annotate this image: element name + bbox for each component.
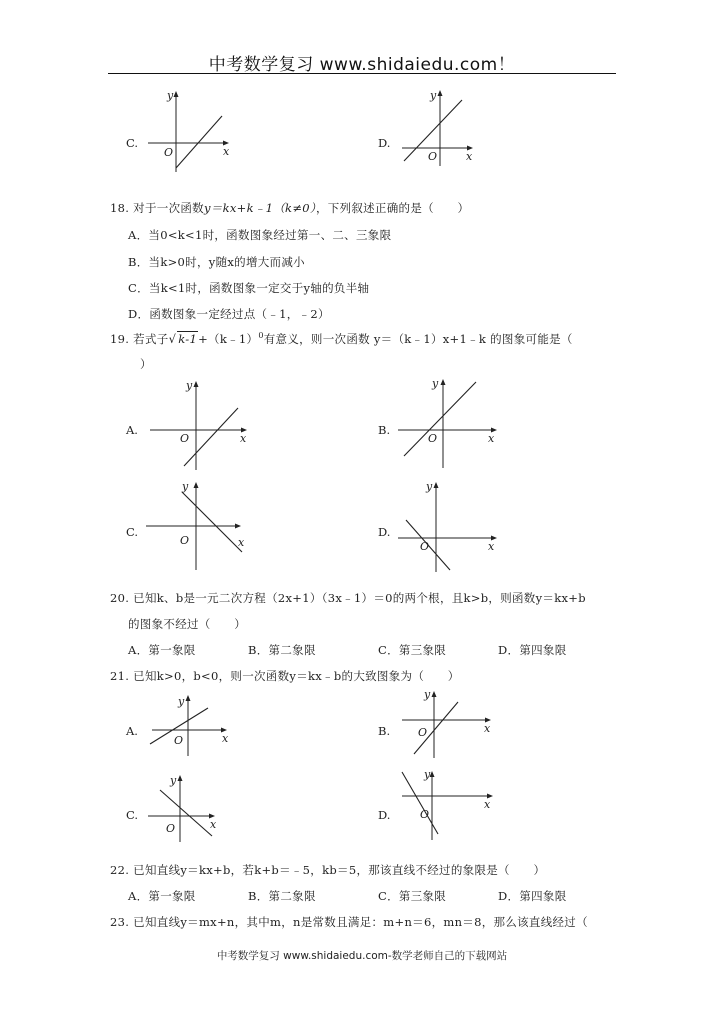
q19-graph-b[interactable] xyxy=(398,376,502,468)
q21d-line xyxy=(402,772,438,834)
axis-y-label: y xyxy=(182,480,189,493)
q19-option-a-label[interactable]: A. xyxy=(126,423,138,437)
q21-option-a-label[interactable]: A. xyxy=(126,724,138,738)
q21-text: 已知k>0，b<0，则一次函数y＝kx﹣b的大致图象为（ ） xyxy=(133,669,460,683)
q19-number: 19. xyxy=(110,332,130,346)
axis-y-label: y xyxy=(426,480,433,493)
q21-option-c-label[interactable]: C. xyxy=(126,808,139,822)
q18-number: 18. xyxy=(110,201,130,215)
question-19 xyxy=(110,331,573,347)
axis-x-label: x xyxy=(488,432,495,445)
axis-x-label: x xyxy=(240,432,247,445)
q19-text-c: 有意义，则一次函数 y＝（k﹣1）x+1﹣k 的图象可能是（ xyxy=(263,332,573,346)
q20-line1: 已知k、b是一元二次方程（2x+1）（3x﹣1）＝0的两个根，且k>b，则函数y＝kx+b xyxy=(133,591,586,605)
q22-option-d[interactable]: D．第四象限 xyxy=(498,889,567,903)
q18-text-a: 对于一次函数 xyxy=(133,201,204,215)
q19-option-c-label[interactable]: C. xyxy=(126,525,139,539)
question-18 xyxy=(110,200,469,216)
q18-text-b: ，下列叙述正确的是（ ） xyxy=(315,201,470,215)
q23-text: 已知直线y＝mx+n，其中m，n是常数且满足：m+n＝6，mn＝8，那么该直线经过（ xyxy=(133,915,588,929)
q18-option-b[interactable]: B．当k>0时，y随x的增大而减小 xyxy=(128,255,305,269)
q19-text-d: ） xyxy=(140,357,152,371)
question-22 xyxy=(110,862,545,878)
header-divider xyxy=(108,73,616,74)
q22-text: 已知直线y＝kx+b，若k+b＝﹣5，kb＝5，那该直线不经过的象限是（ ） xyxy=(133,863,546,877)
axis-y-label: y xyxy=(424,688,431,701)
origin-label: O xyxy=(164,146,174,159)
q19-text-a: 若式子 xyxy=(133,332,169,346)
q23-number: 23. xyxy=(110,915,130,929)
axis-x-label: x xyxy=(210,818,217,831)
axis-x-label: x xyxy=(466,150,473,163)
q21-graph-d[interactable] xyxy=(398,766,498,840)
q20-number: 20. xyxy=(110,591,130,605)
q19-option-d-label[interactable]: D. xyxy=(378,525,391,539)
axis-x-label: x xyxy=(484,722,491,735)
origin-label: O xyxy=(420,808,430,821)
q17-option-c-label[interactable]: C. xyxy=(126,136,139,150)
axis-x-label: x xyxy=(488,540,495,553)
question-21 xyxy=(110,668,460,684)
sqrt-icon: √ xyxy=(168,332,177,346)
q20-option-d[interactable]: D．第四象限 xyxy=(498,643,567,657)
origin-label: O xyxy=(428,150,438,163)
q19-exponent: 0 xyxy=(258,331,264,341)
q19-graph-a[interactable] xyxy=(146,378,254,470)
axis-y-label: y xyxy=(178,695,185,708)
q17c-line xyxy=(176,116,222,168)
q19-text-b: +（k﹣1） xyxy=(198,332,259,346)
q19c-line xyxy=(182,492,242,552)
q17-graph-c[interactable] xyxy=(140,88,240,176)
axis-y-label: y xyxy=(432,377,439,390)
origin-label: O xyxy=(180,534,190,547)
q19-graph-d[interactable] xyxy=(398,476,502,572)
origin-label: O xyxy=(418,726,428,739)
q18-option-a[interactable]: A．当0<k<1时，函数图象经过第一、二、三象限 xyxy=(128,228,392,242)
q22-option-c[interactable]: C．第三象限 xyxy=(378,889,447,903)
q20-line2: 的图象不经过（ ） xyxy=(128,617,246,631)
q20-option-a[interactable]: A．第一象限 xyxy=(128,643,196,657)
q22-option-b[interactable]: B．第二象限 xyxy=(248,889,316,903)
q18-option-d[interactable]: D．函数图象一定经过点（﹣1，﹣2） xyxy=(128,307,330,321)
origin-label: O xyxy=(166,822,176,835)
question-23 xyxy=(110,914,588,930)
question-20 xyxy=(110,590,586,606)
axis-x-label: x xyxy=(484,798,491,811)
q19b-line xyxy=(404,382,476,456)
origin-label: O xyxy=(428,432,438,445)
q21-graph-b[interactable] xyxy=(398,686,496,758)
page-header: 中考数学复习 www.shidaiedu.com！ xyxy=(208,55,516,75)
q21-option-d-label[interactable]: D. xyxy=(378,808,391,822)
axis-y-label: y xyxy=(424,768,431,781)
q17-option-d-label[interactable]: D. xyxy=(378,136,391,150)
axis-y-label: y xyxy=(170,774,177,787)
origin-label: O xyxy=(420,540,430,553)
q19-option-b-label[interactable]: B. xyxy=(378,423,391,437)
axis-y-label: y xyxy=(167,89,174,102)
q22-option-a[interactable]: A．第一象限 xyxy=(128,889,196,903)
q22-number: 22. xyxy=(110,863,130,877)
q19-graph-c[interactable] xyxy=(146,478,250,572)
axis-x-label: x xyxy=(222,732,229,745)
origin-label: O xyxy=(174,734,184,747)
q20-option-c[interactable]: C．第三象限 xyxy=(378,643,447,657)
q17-graph-d[interactable] xyxy=(398,86,478,168)
axis-y-label: y xyxy=(430,89,437,102)
q21-option-b-label[interactable]: B. xyxy=(378,724,391,738)
axis-x-label: x xyxy=(223,145,230,158)
axis-x-label: x xyxy=(238,536,245,549)
q20-option-b[interactable]: B．第二象限 xyxy=(248,643,316,657)
q19a-line xyxy=(184,408,238,466)
origin-label: O xyxy=(180,432,190,445)
q21-number: 21. xyxy=(110,669,130,683)
q19-radicand: k-1 xyxy=(178,332,198,346)
q18-formula: y＝kx+k﹣1（k≠0） xyxy=(203,201,316,215)
page-footer: 中考数学复习 www.shidaiedu.com-数学老师自己的下载网站 xyxy=(216,950,508,962)
q21-graph-a[interactable] xyxy=(146,690,236,756)
q18-option-c[interactable]: C．当k<1时，函数图象一定交于y轴的负半轴 xyxy=(128,281,370,295)
q21-graph-c[interactable] xyxy=(146,770,226,842)
axis-y-label: y xyxy=(186,379,193,392)
